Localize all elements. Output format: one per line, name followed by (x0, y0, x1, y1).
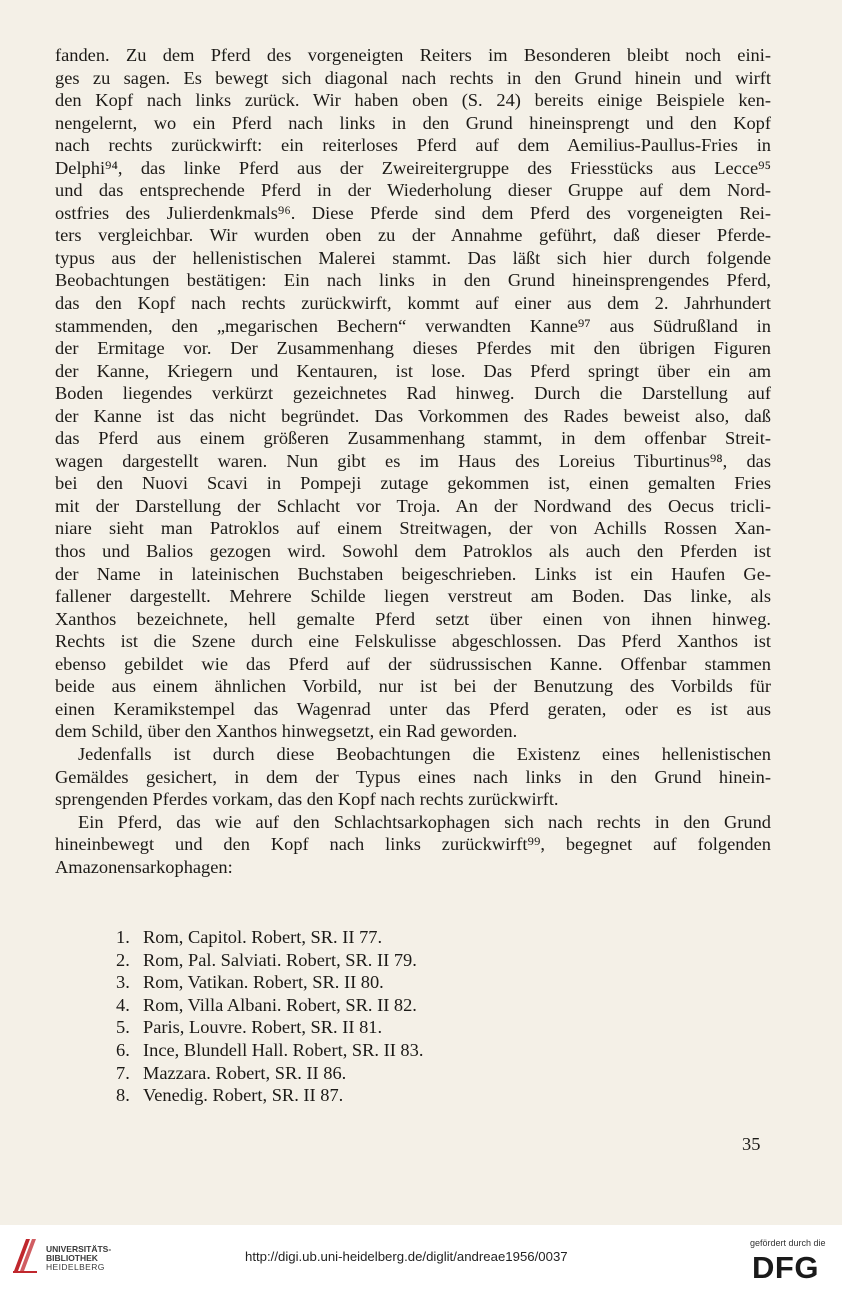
text-line: ostfries des Julierdenkmals⁹⁶. Diese Pferde sind dem Pferd des vorgeneigten Rei- (55, 202, 771, 223)
text-line: das Pferd aus einem größeren Zusammenhang stammt, in dem offenbar Streit- (55, 428, 771, 449)
text-line: der Kanne, Kriegern und Kentauren, ist lose. Das Pferd springt über ein am (55, 360, 771, 381)
list-item (116, 994, 516, 1017)
list-item (116, 1039, 516, 1062)
text-line: Jedenfalls ist durch diese Beobachtungen die Existenz eines hellenistischen (78, 743, 771, 764)
list-item-number: 7. (116, 1062, 130, 1083)
list-item-number: 5. (116, 1017, 130, 1038)
text-line: stammenden, den „megarischen Bechern“ verwandten Kanne⁹⁷ aus Südrußland in (55, 315, 771, 336)
text-line: nach rechts zurückwirft: ein reiterloses Pferd auf dem Aemilius-Paullus-Fries in (55, 135, 771, 156)
logo-line-1: UNIVERSITÄTS- (46, 1244, 112, 1254)
paragraph-1 (55, 44, 771, 743)
text-line: Rechts ist die Szene durch eine Felskulisse abgeschlossen. Das Pferd Xanthos ist (55, 631, 771, 652)
list-item (116, 1062, 516, 1085)
footer-bar (0, 1225, 842, 1291)
page-number: 35 (742, 1134, 761, 1154)
library-logo-text (46, 1245, 111, 1273)
text-line: hineinbewegt und den Kopf nach links zurückwirft⁹⁹, begegnet auf folgenden (55, 834, 771, 855)
list-item-number: 2. (116, 949, 130, 970)
ub-heidelberg-logo-icon (10, 1235, 40, 1275)
list-item-text: Rom, Vatikan. Robert, SR. II 80. (143, 972, 384, 993)
list-item (116, 1084, 516, 1107)
text-line: Ein Pferd, das wie auf den Schlachtsarkophagen sich nach rechts in den Grund (78, 811, 771, 832)
text-line: einen Keramikstempel das Wagenrad unter das Pferd geraten, oder es ist aus (55, 698, 771, 719)
list-item-number: 6. (116, 1039, 130, 1060)
text-line: niare sieht man Patroklos auf einem Streitwagen, der von Achills Rossen Xan- (55, 518, 771, 539)
text-line: ges zu sagen. Es bewegt sich diagonal nach rechts in den Grund hinein und wirft (55, 67, 771, 88)
text-line: dem Schild, über den Xanthos hinwegsetzt, ein Rad geworden. (55, 721, 518, 742)
text-line: wagen dargestellt waren. Nun gibt es im Haus des Loreius Tiburtinus⁹⁸, das (55, 450, 771, 471)
list-item-text: Rom, Villa Albani. Robert, SR. II 82. (143, 994, 417, 1015)
list-item (116, 949, 516, 972)
list-item-text: Rom, Pal. Salviati. Robert, SR. II 79. (143, 949, 417, 970)
list-item-number: 8. (116, 1085, 130, 1106)
logo-line-2: BIBLIOTHEK (46, 1253, 98, 1264)
text-line: Gemäldes gesichert, in dem der Typus eines nach links in den Grund hinein- (55, 766, 771, 787)
sarcophagi-list (116, 926, 516, 1107)
list-item-number: 4. (116, 994, 130, 1015)
list-item-text: Rom, Capitol. Robert, SR. II 77. (143, 927, 383, 947)
source-url-link[interactable]: http://digi.ub.uni-heidelberg.de/diglit/andreae1956/0037 (245, 1249, 568, 1264)
text-line: sprengenden Pferdes vorkam, das den Kopf nach rechts zurückwirft. (55, 789, 559, 810)
text-line: Boden liegendes verkürzt gezeichnetes Rad hinweg. Durch die Darstellung auf (55, 383, 771, 404)
list-item-text: Venedig. Robert, SR. II 87. (143, 1085, 344, 1106)
text-line: der Ermitage vor. Der Zusammenhang dieses Pferdes mit den übrigen Figuren (55, 338, 771, 359)
text-line: fanden. Zu dem Pferd des vorgeneigten Reiters im Besonderen bleibt noch eini- (55, 45, 771, 65)
text-line: das den Kopf nach rechts zurückwirft, kommt auf einer aus dem 2. Jahrhundert (55, 293, 771, 314)
text-line: der Name in lateinischen Buchstaben beigeschrieben. Links ist ein Haufen Ge- (55, 563, 771, 584)
text-line: beide aus einem ähnlichen Vorbild, nur ist bei der Benutzung des Vorbilds für (55, 676, 771, 697)
text-line: Beobachtungen bestätigen: Ein nach links in den Grund hineinsprengendes Pferd, (55, 270, 771, 291)
list-item-text: Mazzara. Robert, SR. II 86. (143, 1062, 347, 1083)
list-item (116, 926, 516, 949)
list-item-number: 1. (116, 927, 130, 947)
list-item-text: Ince, Blundell Hall. Robert, SR. II 83. (143, 1039, 424, 1060)
text-line: ebenso gebildet wie das Pferd auf der südrussischen Kanne. Offenbar stammen (55, 653, 771, 674)
text-line: typus aus der hellenistischen Malerei stammt. Das läßt sich hier durch folgende (55, 247, 771, 268)
logo-line-3: HEIDELBERG (46, 1262, 105, 1273)
text-line: ters vergleichbar. Wir wurden oben zu der Annahme geführt, daß dieser Pferde- (55, 225, 771, 246)
sponsor-label: gefördert durch die (750, 1238, 826, 1248)
list-item-number: 3. (116, 972, 130, 993)
text-line: mit der Darstellung der Schlacht vor Troja. An der Nordwand des Oecus tricli- (55, 495, 771, 516)
paragraph-2 (55, 743, 771, 811)
list-item (116, 1016, 516, 1039)
text-line: und das entsprechende Pferd in der Wiederholung dieser Gruppe auf dem Nord- (55, 180, 771, 201)
paragraph-3 (55, 811, 771, 879)
text-line: der Kanne ist das nicht begründet. Das Vorkommen des Rades beweist also, daß (55, 405, 771, 426)
body-text (55, 44, 771, 878)
list-item-text: Paris, Louvre. Robert, SR. II 81. (143, 1017, 383, 1038)
text-line: Amazonensarkophagen: (55, 856, 233, 877)
text-line: bei den Nuovi Scavi in Pompeji zutage gekommen ist, einen gemalten Fries (55, 473, 771, 494)
text-line: Delphi⁹⁴, das linke Pferd aus der Zweireitergruppe des Friesstücks aus Lecce⁹⁵ (55, 157, 771, 178)
text-line: fallener dargestellt. Mehrere Schilde liegen verstreut am Boden. Das linke, als (55, 586, 771, 607)
text-line: nengelernt, wo ein Pferd nach links in den Grund hineinsprengt und den Kopf (55, 112, 771, 133)
text-line: den Kopf nach links zurück. Wir haben oben (S. 24) bereits einige Beispiele ken- (55, 90, 771, 111)
list-item (116, 971, 516, 994)
text-line: Xanthos bezeichnete, hell gemalte Pferd setzt über einen von ihnen hinweg. (55, 608, 771, 629)
text-line: thos und Balios gezogen wird. Sowohl dem Patroklos als auch den Pferden ist (55, 541, 771, 562)
dfg-logo: DFG (752, 1250, 819, 1285)
